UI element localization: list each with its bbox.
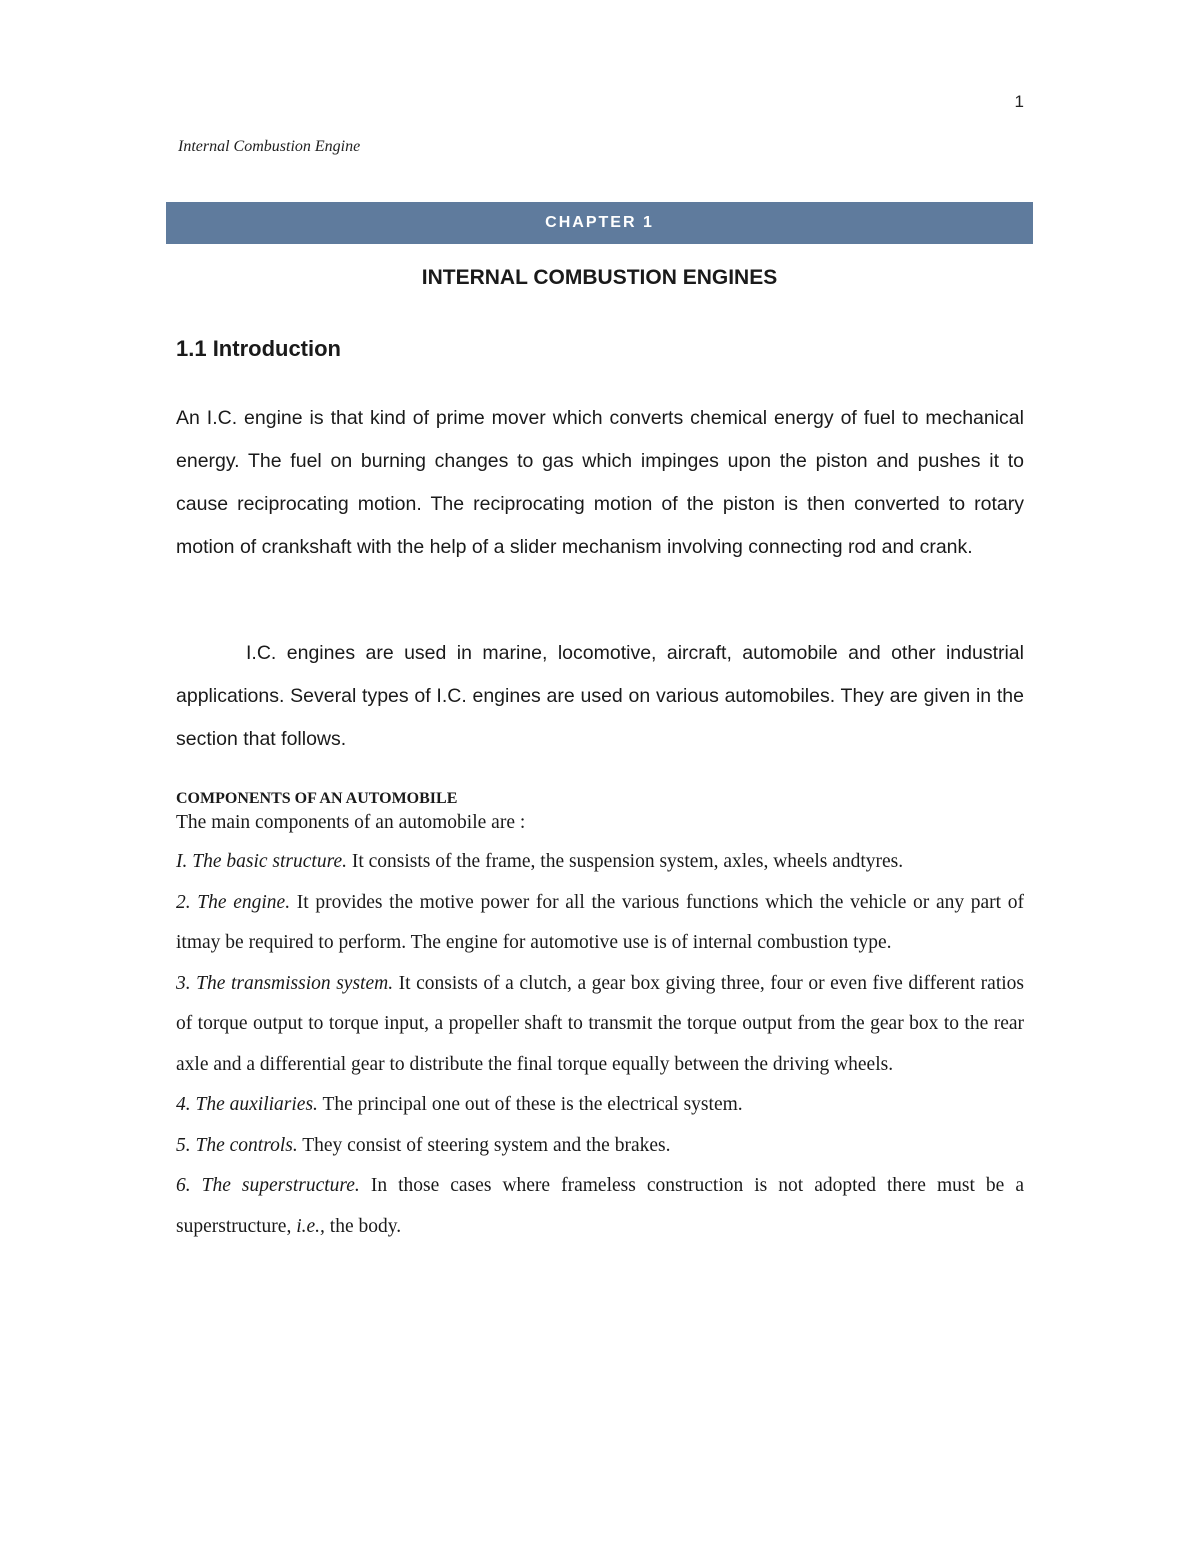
chapter-label: CHAPTER 1 (545, 214, 654, 231)
components-heading: COMPONENTS OF AN AUTOMOBILE (176, 790, 458, 807)
component-text: It consists of a clutch, a gear box giving three, four or even five different ratios of torque output to torque input, a propeller shaft to transmit the torque output from the gear box to the rear axle and a differential gear to distribute the final torque equally between the driving wheels. (176, 972, 1024, 1075)
component-text: They consist of steering system and the brakes. (297, 1134, 671, 1156)
component-abbrev: i.e., (296, 1215, 325, 1237)
component-label: 6. The superstructure. (176, 1175, 360, 1196)
component-item (176, 964, 1024, 1086)
component-item (176, 883, 1024, 964)
component-text: In those cases where frameless construction is not adopted there must be a superstructure, (176, 1175, 1024, 1237)
component-item (176, 1085, 1024, 1126)
chapter-title: INTERNAL COMBUSTION ENGINES (421, 266, 778, 289)
component-text: It consists of the frame, the suspension system, axles, wheels andtyres. (346, 851, 904, 872)
component-label: I. The basic structure. (176, 851, 347, 872)
component-item (176, 1126, 1024, 1167)
component-label: 3. The transmission system. (176, 972, 394, 994)
components-lead: The main components of an automobile are : (176, 812, 526, 833)
component-label: 4. The auxiliaries. (176, 1094, 318, 1115)
component-text: The principal one out of these is the electrical system. (317, 1094, 743, 1115)
component-item (176, 842, 1024, 883)
chapter-banner (166, 202, 1033, 244)
section-heading: 1.1 Introduction (176, 336, 341, 361)
running-header: Internal Combustion Engine (178, 138, 361, 155)
component-label: 5. The controls. (176, 1134, 298, 1156)
page-number: 1 (1014, 92, 1024, 111)
component-tail: the body. (324, 1215, 402, 1237)
component-item (176, 1166, 1024, 1247)
intro-paragraph-1: An I.C. engine is that kind of prime mover which converts chemical energy of fuel to mechanical energy. The fuel on burning changes to gas which impinges upon the piston and pushes it to cause reciprocating motion. The reciprocating motion of the piston is then converted to rotary motion of crankshaft with the help of a slider mechanism involving connecting rod and crank. (176, 407, 1024, 558)
component-text: It provides the motive power for all the various functions which the vehicle or any part of itmay be required to perform. The engine for automotive use is of internal combustion type. (176, 891, 1025, 953)
components-section (176, 788, 1024, 1247)
intro-paragraph-2: I.C. engines are used in marine, locomotive, aircraft, automobile and other industrial applications. Several types of I.C. engines are used on various automobiles. They are given in the section that follows. (176, 642, 1024, 750)
component-label: 2. The engine. (176, 891, 291, 913)
